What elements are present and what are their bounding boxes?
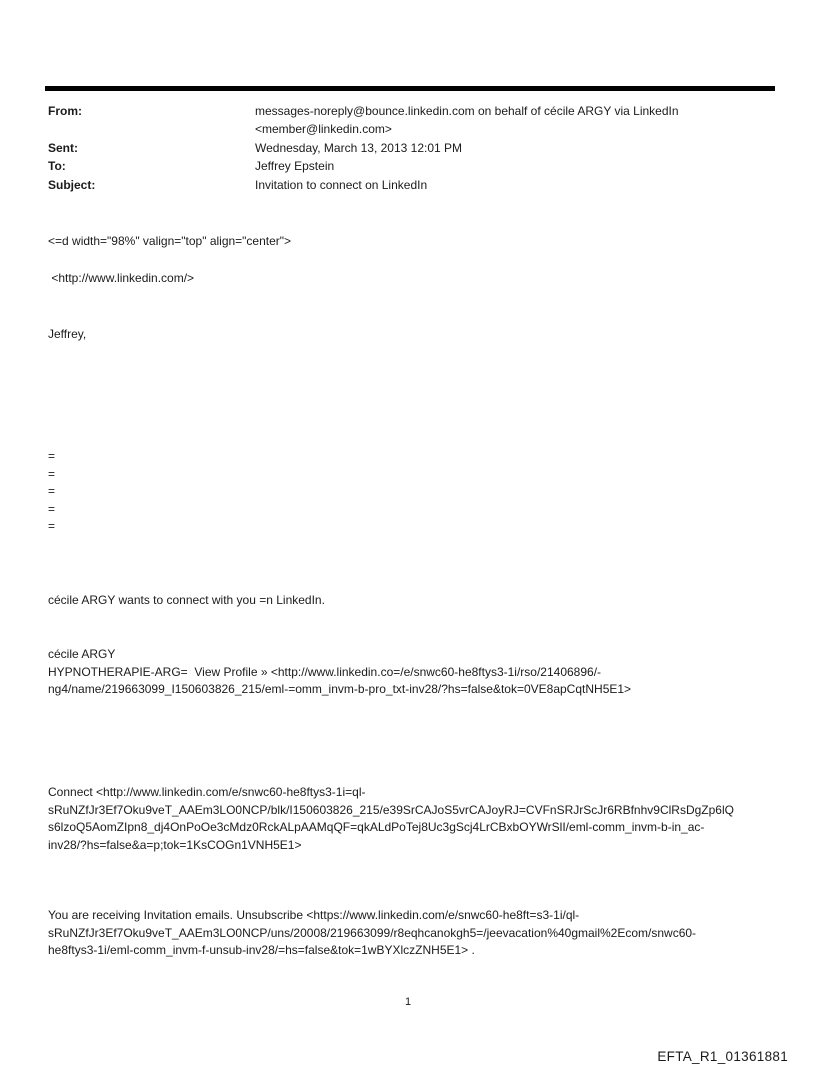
html-fragment-line: <=d width="98%" valign="top" align="center"> <box>48 234 292 248</box>
unsubscribe-block <box>48 907 696 960</box>
subject-label: Subject: <box>48 177 96 192</box>
from-value-line-2: <member@linkedin.com> <box>255 122 392 137</box>
header-row-to <box>48 157 773 175</box>
connect-link-line: Connect <http://www.linkedin.com/e/snwc60-he8ftys3-1i=ql- <box>48 785 366 799</box>
equals-line: = <box>48 501 56 516</box>
equals-line: = <box>48 466 56 481</box>
equals-line: = <box>48 519 56 534</box>
sent-label: Sent: <box>48 140 78 155</box>
from-label: From: <box>48 104 82 118</box>
header-row-subject <box>48 176 773 194</box>
header-divider-rule <box>45 86 775 91</box>
header-row-sent <box>48 139 773 157</box>
to-value: Jeffrey Epstein <box>255 159 335 174</box>
view-profile-link-line: ng4/name/219663099_I150603826_215/eml-=omm_invm-b-pro_txt-inv28/?hs=false&tok=0VE8apCqtNH5E1> <box>48 682 632 697</box>
invitation-line: cécile ARGY wants to connect with you =n LinkedIn. <box>48 593 325 607</box>
profile-block <box>48 646 631 699</box>
page-number: 1 <box>404 996 412 1008</box>
unsubscribe-link-line: sRuNZfJr3Ef7Oku9veT_AAEm3LO0NCP/uns/20008/219663099/r8eqhcanokgh5=/jeevacation%40gmail%2Ecom/snwc60- <box>48 925 697 940</box>
header-row-from-cont <box>48 120 773 138</box>
unsubscribe-link-line: You are receiving Invitation emails. Unsubscribe <https://www.linkedin.com/e/snwc60-he8ft=s3-1i/ql- <box>48 908 580 922</box>
equals-line: = <box>48 484 56 499</box>
equals-line: = <box>48 449 56 463</box>
connect-link-line: sRuNZfJr3Ef7Oku9veT_AAEm3LO0NCP/blk/I150603826_215/e39SrCAJoS5vrCAJoyRJ=CVFnSRJrScJr6RBfnhv9ClRsDgZp6lQ <box>48 802 734 817</box>
to-label: To: <box>48 159 66 174</box>
connect-link-line: s6lzoQ5AomZIpn8_dj4OnPoOe3cMdz0RckALpAAMqQF=qkALdPoTej8Uc3gScj4LrCBxbOYWrSlI/eml-comm_invm-b-in_ac- <box>48 820 705 835</box>
from-value-line-1: messages-noreply@bounce.linkedin.com on behalf of cécile ARGY via LinkedIn <box>255 104 679 118</box>
email-header <box>48 102 773 194</box>
connect-link-line: inv28/?hs=false&a=p;tok=1KsCOGn1VNH5E1> <box>48 837 302 852</box>
view-profile-link-line: HYPNOTHERAPIE-ARG= View Profile » <http://www.linkedin.co=/e/snwc60-he8ftys3-1i/rso/21406896/- <box>48 664 602 679</box>
equals-signs-block <box>48 448 55 536</box>
greeting-line: Jeffrey, <box>48 327 87 341</box>
header-row-from <box>48 102 773 120</box>
subject-value: Invitation to connect on LinkedIn <box>255 177 428 192</box>
unsubscribe-link-line: he8ftys3-1i/eml-comm_invm-f-unsub-inv28/=hs=false&tok=1wBYXlczZNH5E1> . <box>48 943 475 958</box>
connect-block <box>48 784 734 854</box>
linkedin-url-line: <http://www.linkedin.com/> <box>48 271 195 285</box>
from-label-spacer <box>48 120 255 138</box>
sender-name-line: cécile ARGY <box>48 647 116 661</box>
sent-value: Wednesday, March 13, 2013 12:01 PM <box>255 140 463 155</box>
bates-stamp: EFTA_R1_01361881 <box>657 1049 788 1064</box>
